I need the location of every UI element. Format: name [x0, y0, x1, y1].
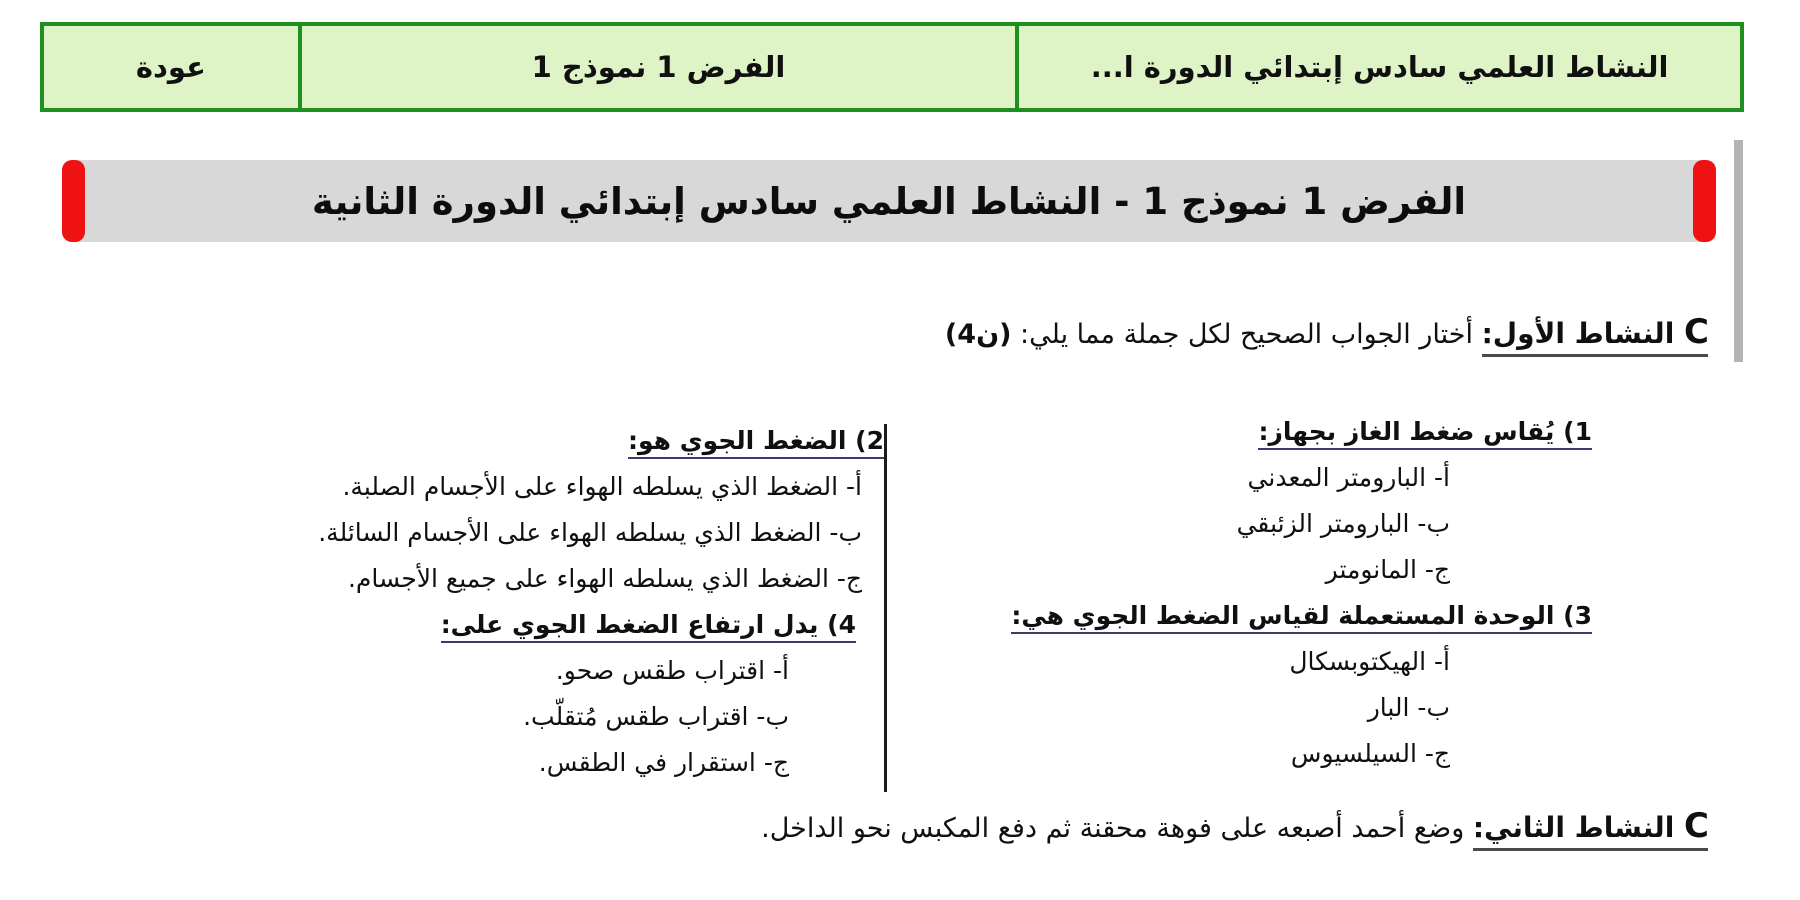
question-4-text: يدل ارتفاع الضغط الجوي على:: [440, 610, 819, 639]
c-bullet-icon: C: [1684, 806, 1708, 846]
back-button-label: عودة: [135, 50, 206, 84]
question-2-number: 2): [855, 426, 884, 455]
title-accent-left: [62, 160, 85, 242]
question-3-option-b: ب- البار: [1367, 693, 1450, 722]
question-1-option-c: ج- المانومتر: [1325, 555, 1450, 584]
question-2-text: الضغط الجوي هو:: [627, 426, 847, 455]
question-4-heading: [184, 602, 884, 648]
question-2-option-b: ب- الضغط الذي يسلطه الهواء على الأجسام السائلة.: [318, 518, 862, 547]
activity-two-label: النشاط الثاني:: [1472, 811, 1675, 844]
header-exam-cell: [302, 26, 1019, 108]
scrollbar-thumb[interactable]: [1734, 140, 1743, 362]
question-3-text: الوحدة المستعملة لقياس الضغط الجوي هي:: [1011, 601, 1555, 630]
question-1-option-a: أ- البارومتر المعدني: [1247, 463, 1450, 492]
activity-one-instruction: أختار الجواب الصحيح لكل جملة مما يلي:: [1020, 319, 1473, 350]
back-button[interactable]: [44, 26, 302, 108]
question-1-text: يُقاس ضغط الغاز بجهاز:: [1258, 417, 1555, 446]
question-2-heading: [184, 418, 884, 464]
question-4-option-c: ج- استقرار في الطقس.: [538, 748, 789, 777]
activity-one-heading: [1481, 312, 1708, 357]
question-2-option-a: أ- الضغط الذي يسلطه الهواء على الأجسام الصلبة.: [342, 472, 862, 501]
title-accent-right: [1693, 160, 1716, 242]
question-4-number: 4): [827, 610, 856, 639]
question-4-option-a: أ- اقتراب طقس صحو.: [555, 656, 789, 685]
title-banner: [64, 160, 1714, 242]
header-subject-label: النشاط العلمي سادس إبتدائي الدورة ا...: [1090, 50, 1669, 84]
activity-two-heading: [1472, 806, 1708, 851]
question-1-option-b: ب- البارومتر الزئبقي: [1236, 509, 1450, 538]
question-3-heading: [832, 593, 1592, 639]
activity-one-label: النشاط الأول:: [1481, 317, 1675, 350]
page-title: الفرض 1 نموذج 1 - النشاط العلمي سادس إبتدائي الدورة الثانية: [311, 179, 1467, 223]
question-4-option-b: ب- اقتراب طقس مُتقلّب.: [523, 702, 789, 731]
activity-one-line: [945, 312, 1708, 352]
activity-two-line: [761, 806, 1708, 846]
question-3-option-a: أ- الهيكتوبسكال: [1289, 647, 1450, 676]
question-column-right: [832, 409, 1592, 777]
question-3-number: 3): [1563, 601, 1592, 630]
activity-two-text: وضع أحمد أصبعه على فوهة محقنة ثم دفع المكبس نحو الداخل.: [761, 813, 1465, 844]
column-divider-line: [884, 424, 887, 792]
header-table: [40, 22, 1744, 112]
activity-one-points: (4ن): [944, 319, 1012, 350]
question-3-option-c: ج- السيلسيوس: [1290, 739, 1450, 768]
question-1-heading: [832, 409, 1592, 455]
question-1-number: 1): [1563, 417, 1592, 446]
header-exam-label: الفرض 1 نموذج 1: [531, 50, 786, 84]
header-subject-cell: [1019, 26, 1740, 108]
question-column-left: [184, 418, 884, 786]
question-2-option-c: ج- الضغط الذي يسلطه الهواء على جميع الأجسام.: [347, 564, 862, 593]
c-bullet-icon: C: [1684, 312, 1708, 352]
